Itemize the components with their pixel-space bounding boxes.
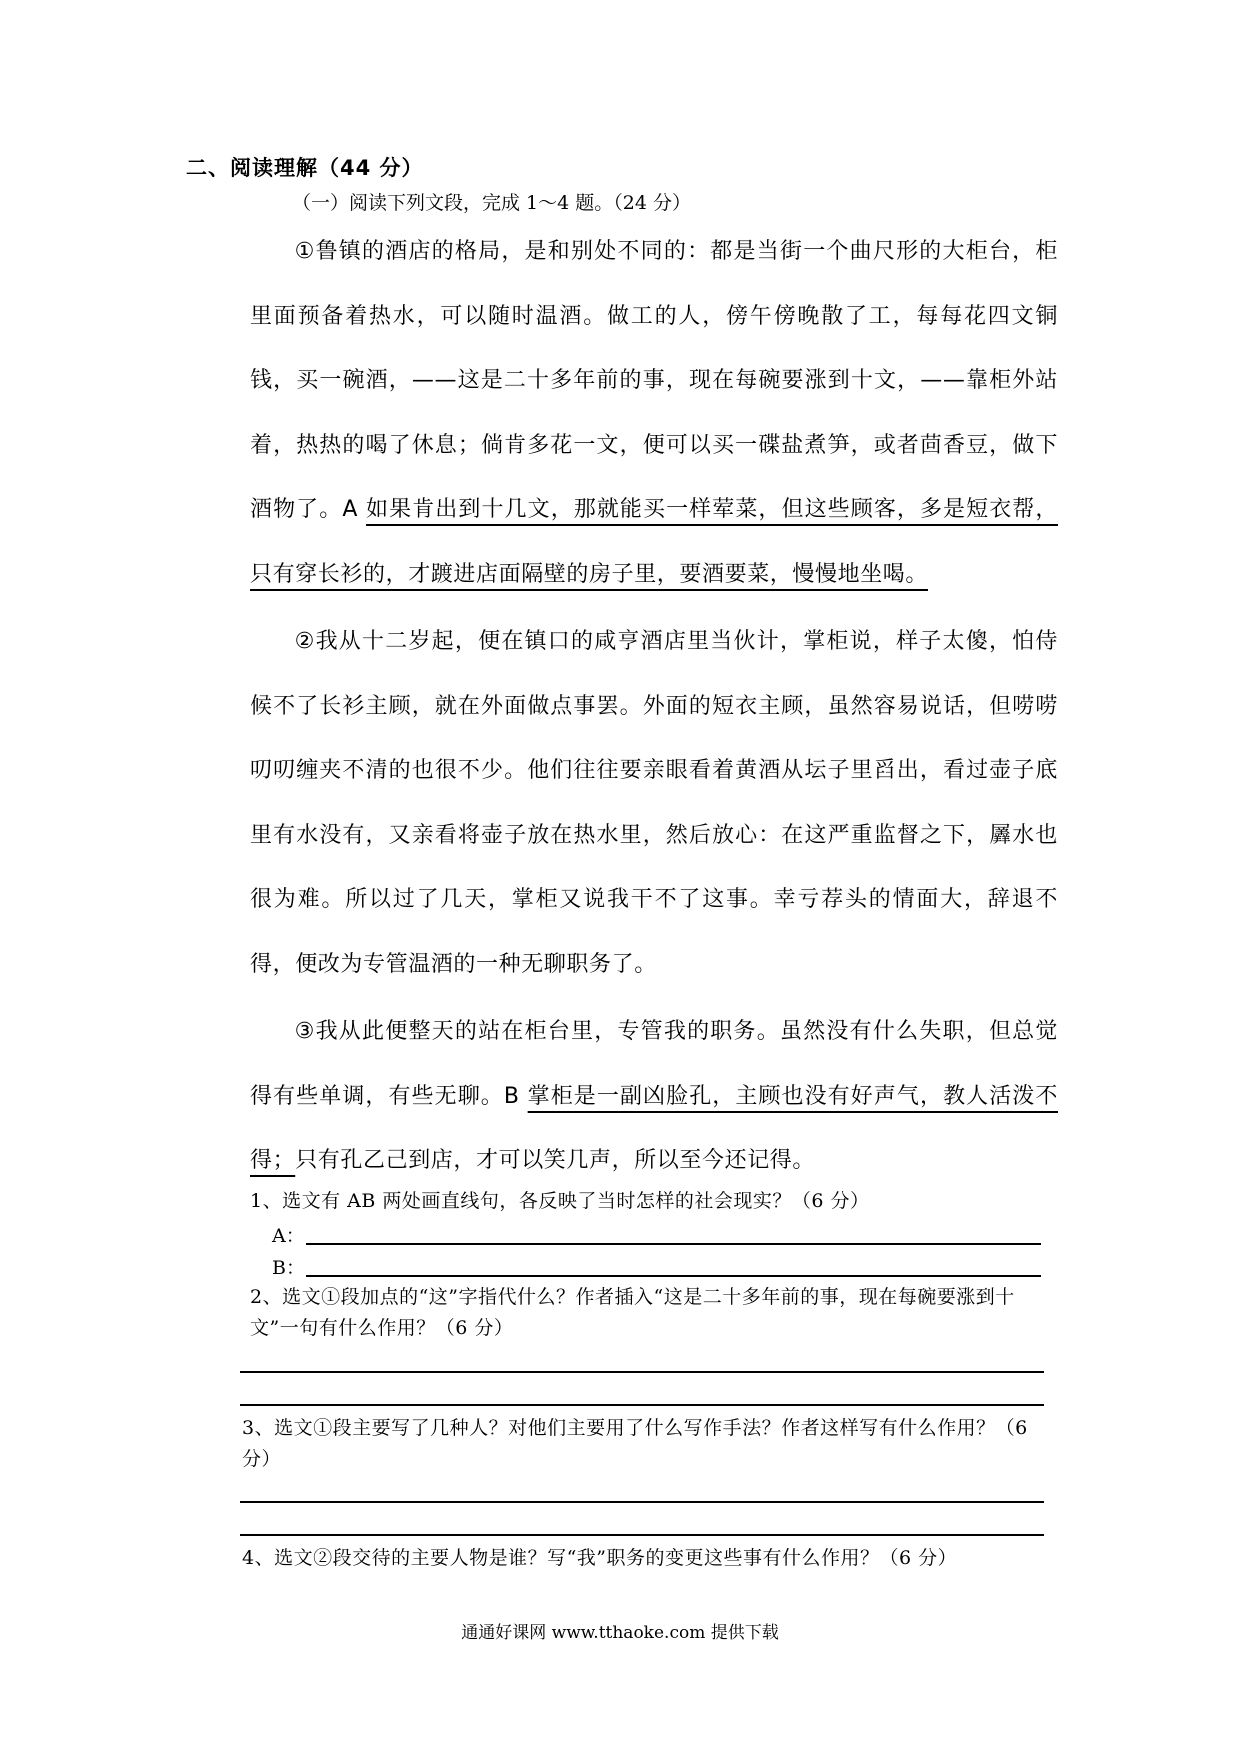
answer-line-q2-2[interactable] [240,1404,1044,1406]
paragraph-2-text: ②我从十二岁起，便在镇口的咸亨酒店里当伙计，掌柜说，样子太傻，怕侍候不了长衫主顾，就在外面做点事罢。外面的短衣主顾，虽然容易说话，但唠唠叨叨缠夹不清的也很不少。他们往往要亲眼看着黄酒从坛子里舀出，看过壶子底里有水没有，又亲看将壶子放在热水里，然后放心：在这严重监督之下，羼水也很为难。所以过了几天，掌柜又说我干不了这事。幸亏荐头的情面大，辞退不得，便改为专管温酒的一种无聊职务了。 [250,629,1058,977]
passage-paragraph-2 [250,610,1058,997]
underlined-sentence-b: 掌柜是一副凶脸孔，主顾也没有好声气，教人活泼不得； [250,1083,1058,1173]
paragraph-3-text: ③我从此便整天的站在柜台里，专管我的职务。虽然没有什么失职，但总觉得有些单调，有些无聊。B [250,1019,1058,1109]
underlined-sentence-a: 如果肯出到十几文，那就能买一样荤菜，但这些顾客，多是短衣帮，只有穿长衫的，才踱进店面隔壁的房子里，要酒要菜，慢慢地坐喝。 [250,497,1058,587]
passage-paragraph-1 [250,220,1058,607]
answer-line-q3-1[interactable] [240,1501,1044,1503]
section-title: 二、阅读理解（44 分） [186,156,424,180]
answer-line-a[interactable] [306,1243,1041,1245]
question-2: 2、选文①段加点的“这”字指代什么？作者插入“这是二十多年前的事，现在每碗要涨到十文”一句有什么作用？（6 分） [250,1286,1015,1339]
answer-label-b: B： [272,1257,305,1279]
section-subtitle: （一）阅读下列文段，完成 1～4 题。（24 分） [292,192,691,214]
answer-line-q2-1[interactable] [240,1371,1044,1373]
question-3: 3、选文①段主要写了几种人？对他们主要用了什么写作手法？作者这样写有什么作用？（6 分） [242,1417,1028,1470]
answer-line-b[interactable] [306,1275,1041,1277]
passage-paragraph-3 [250,1000,1058,1194]
page-footer: 通通好课网 www.tthaoke.com 提供下载 [461,1623,779,1643]
question-1: 1、选文有 AB 两处画直线句，各反映了当时怎样的社会现实？（6 分） [250,1190,870,1212]
paragraph-3-tail: 只有孔乙己到店，才可以笑几声，所以至今还记得。 [295,1148,816,1173]
answer-label-a: A： [272,1225,305,1247]
paragraph-1-text: ①鲁镇的酒店的格局，是和别处不同的：都是当街一个曲尺形的大柜台，柜里面预备着热水，可以随时温酒。做工的人，傍午傍晚散了工，每每花四文铜钱，买一碗酒，——这是二十多年前的事，现在每碗要涨到十文，——靠柜外站着，热热的喝了休息；倘肯多花一文，便可以买一碟盐煮笋，或者茴香豆，做下酒物了。A [250,239,1058,522]
answer-line-q3-2[interactable] [240,1534,1044,1536]
question-4: 4、选文②段交待的主要人物是谁？写“我”职务的变更这些事有什么作用？（6 分） [242,1547,958,1569]
